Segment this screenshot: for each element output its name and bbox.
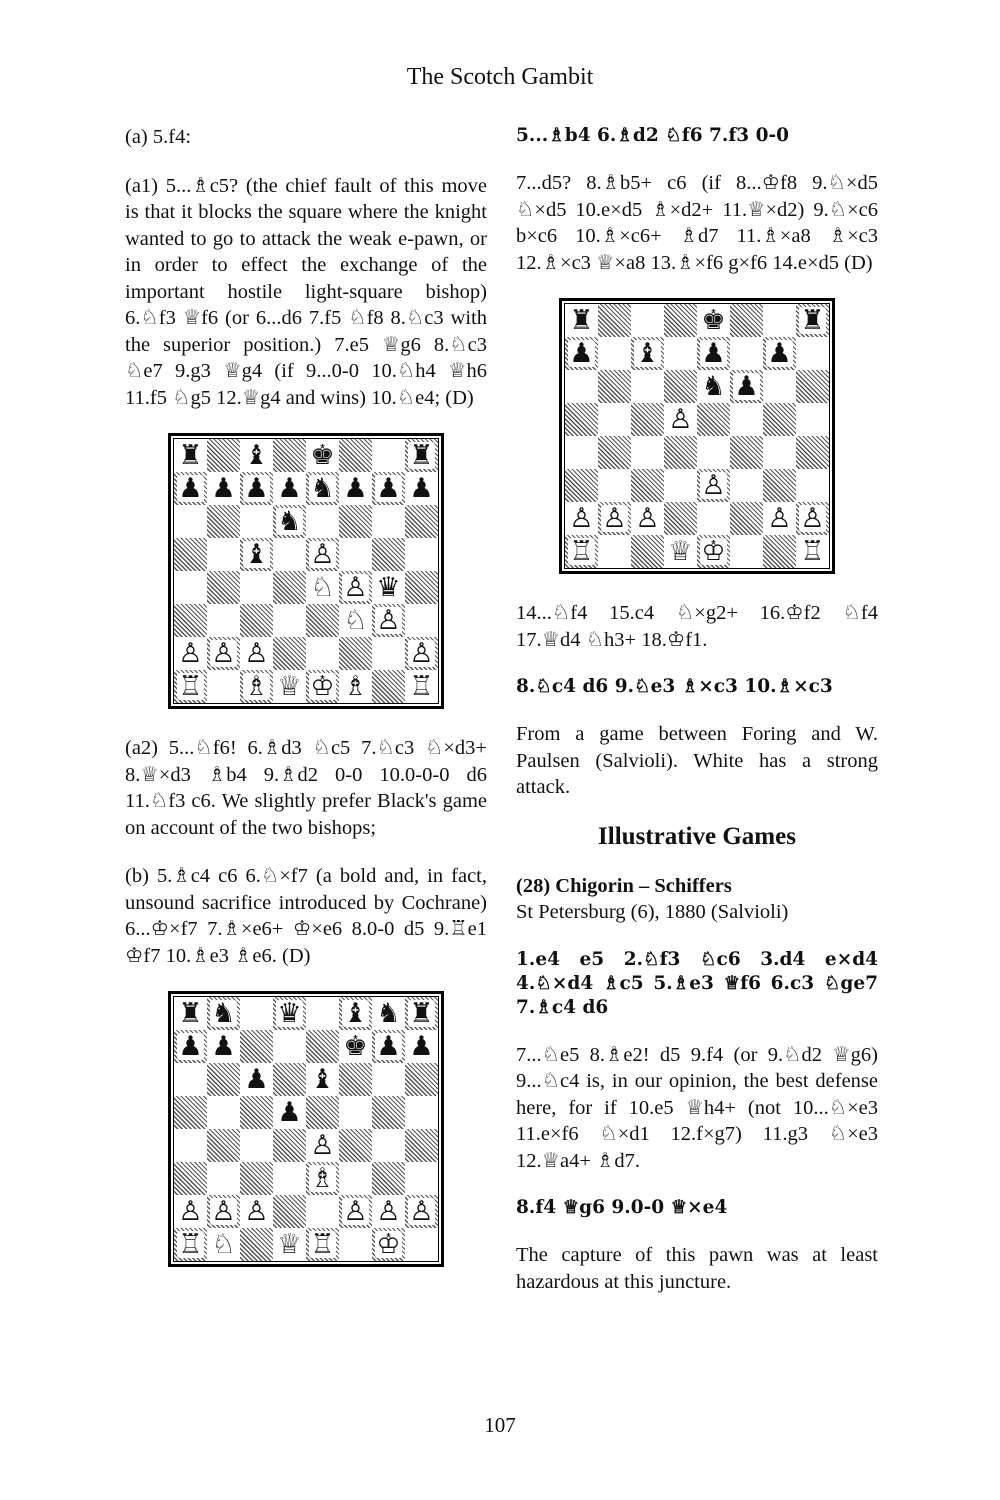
- black-pawn-icon: ♟: [211, 473, 236, 504]
- square-e6: [306, 505, 339, 538]
- square-h1: [405, 670, 438, 703]
- square-c3: [240, 604, 273, 637]
- square-e5: [306, 538, 339, 571]
- square-b5: [598, 403, 631, 436]
- square-h2: [405, 1195, 438, 1228]
- right-column: [516, 124, 878, 1317]
- square-h5: [796, 403, 829, 436]
- square-h6: [405, 505, 438, 538]
- black-bishop-icon: ♝: [244, 539, 269, 570]
- black-pawn-icon: ♟: [277, 1097, 302, 1128]
- square-a6: [174, 505, 207, 538]
- square-b1: [207, 1228, 240, 1261]
- square-c7: [631, 337, 664, 370]
- square-a2: [565, 502, 598, 535]
- square-a8: [174, 439, 207, 472]
- section-heading: Illustrative Games: [598, 822, 796, 850]
- square-c3: [240, 1162, 273, 1195]
- square-g1: [763, 535, 796, 568]
- white-pawn-icon: ♙: [569, 503, 594, 534]
- square-g5: [763, 403, 796, 436]
- square-c6: [631, 370, 664, 403]
- square-e3: [697, 469, 730, 502]
- square-a1: [174, 1228, 207, 1261]
- square-d8: [273, 997, 306, 1030]
- square-b8: [207, 997, 240, 1030]
- square-f8: [730, 304, 763, 337]
- black-rook-icon: ♜: [409, 440, 434, 471]
- square-h4: [405, 571, 438, 604]
- square-g2: [763, 502, 796, 535]
- black-pawn-icon: ♟: [569, 338, 594, 369]
- square-f7: [730, 337, 763, 370]
- paragraph-comment: The capture of this pawn was at least hazardous at this juncture.: [516, 1244, 878, 1293]
- square-b2: [207, 1195, 240, 1228]
- square-a4: [174, 571, 207, 604]
- game-event: St Petersburg (6), 1880 (Salvioli): [516, 901, 789, 923]
- square-a3: [174, 1162, 207, 1195]
- white-queen-icon: ♕: [668, 536, 693, 567]
- square-e1: [697, 535, 730, 568]
- square-g4: [372, 571, 405, 604]
- running-head: The Scotch Gambit: [406, 64, 594, 90]
- square-c8: [631, 304, 664, 337]
- square-e2: [306, 637, 339, 670]
- square-a5: [565, 403, 598, 436]
- square-h3: [405, 1162, 438, 1195]
- square-c4: [240, 571, 273, 604]
- white-pawn-icon: ♙: [376, 605, 401, 636]
- square-g3: [372, 1162, 405, 1195]
- square-g7: [763, 337, 796, 370]
- square-c6: [240, 505, 273, 538]
- square-g8: [372, 997, 405, 1030]
- square-c2: [240, 637, 273, 670]
- white-rook-icon: ♖: [569, 536, 594, 567]
- square-f7: [339, 1030, 372, 1063]
- square-g5: [372, 1096, 405, 1129]
- square-d6: [273, 505, 306, 538]
- square-c2: [631, 502, 664, 535]
- black-pawn-icon: ♟: [701, 338, 726, 369]
- square-h8: [405, 439, 438, 472]
- main-line-moves-1: 5...♗b4 6.♗d2 ♘f6 7.f3 0-0: [516, 125, 790, 146]
- black-rook-icon: ♜: [409, 998, 434, 1029]
- square-a3: [565, 469, 598, 502]
- white-pawn-icon: ♙: [800, 503, 825, 534]
- square-a3: [174, 604, 207, 637]
- page-number: 107: [484, 1413, 516, 1437]
- square-a6: [565, 370, 598, 403]
- black-pawn-icon: ♟: [767, 338, 792, 369]
- square-d4: [664, 436, 697, 469]
- square-e4: [697, 436, 730, 469]
- white-pawn-icon: ♙: [310, 1130, 335, 1161]
- square-c7: [240, 1030, 273, 1063]
- black-pawn-icon: ♟: [178, 1031, 203, 1062]
- square-f3: [339, 604, 372, 637]
- square-h6: [405, 1063, 438, 1096]
- square-h2: [796, 502, 829, 535]
- paragraph-a2: (a2) 5...♘f6! 6.♗d3 ♘c5 7.♘c3 ♘×d3+ 8.♕×d3 ♗b4 9.♗d2 0-0 10.0-0-0 d6 11.♘f3 c6. We slightly prefer Black's game on account of the two bishops;: [125, 737, 487, 839]
- black-king-icon: ♚: [343, 1031, 368, 1062]
- paragraph-analysis: 7...♘e5 8.♗e2! d5 9.f4 (or 9.♘d2 ♕g6) 9...♘c4 is, in our opinion, the best defense here, for if 10.e5 ♕h4+ (not 10...♘×e3 11.e×f6 ♘×d1 12.f×g7) 11.g3 ♘×e3 12.♕a4+ ♗d7.: [516, 1043, 878, 1172]
- square-d7: [273, 1030, 306, 1063]
- square-e2: [306, 1195, 339, 1228]
- white-pawn-icon: ♙: [602, 503, 627, 534]
- square-c4: [240, 1129, 273, 1162]
- square-a2: [174, 1195, 207, 1228]
- square-f5: [339, 1096, 372, 1129]
- square-g4: [763, 436, 796, 469]
- square-b7: [207, 1030, 240, 1063]
- square-e4: [306, 1129, 339, 1162]
- square-e3: [306, 1162, 339, 1195]
- white-queen-icon: ♕: [277, 671, 302, 702]
- square-d3: [664, 469, 697, 502]
- black-rook-icon: ♜: [569, 305, 594, 336]
- square-c6: [240, 1063, 273, 1096]
- square-g5: [372, 538, 405, 571]
- square-d3: [273, 1162, 306, 1195]
- square-f6: [730, 370, 763, 403]
- white-rook-icon: ♖: [178, 1229, 203, 1260]
- square-e4: [306, 571, 339, 604]
- square-f6: [339, 505, 372, 538]
- square-b5: [207, 1096, 240, 1129]
- square-f8: [339, 439, 372, 472]
- white-rook-icon: ♖: [409, 671, 434, 702]
- square-a1: [174, 670, 207, 703]
- white-knight-icon: ♘: [343, 605, 368, 636]
- square-f1: [339, 1228, 372, 1261]
- square-b2: [207, 637, 240, 670]
- black-knight-icon: ♞: [211, 998, 236, 1029]
- line-a: (a) 5.f4:: [125, 126, 192, 148]
- paragraph-a1: (a1) 5...♗c5? (the chief fault of this move is that it blocks the square where the knight wanted to go to attack the weak e-pawn, or in order to effect the exchange of the important hostile light-square bishop) 6.♘f3 ♕f6 (or 6...d6 7.f5 ♘f8 8.♘c3 with the superior position.) 7.e5 ♕g6 8.♘c3 ♘e7 9.g3 ♕g4 (if 9...0-0 10.♘h4 ♕h6 11.f5 ♘g5 12.♕g4 and wins) 10.♘e4; (D): [125, 174, 487, 409]
- square-c5: [240, 1096, 273, 1129]
- square-e1: [306, 1228, 339, 1261]
- square-e5: [306, 1096, 339, 1129]
- diagram-2: [516, 298, 878, 574]
- square-g2: [372, 637, 405, 670]
- square-c1: [240, 1228, 273, 1261]
- main-line-moves-2: 8.♘c4 d6 9.♘e3 ♗×c3 10.♗×c3: [516, 676, 833, 697]
- square-h4: [796, 436, 829, 469]
- game-moves-1: 1.e4 e5 2.♘f3 ♘c6 3.d4 e×d4 4.♘×d4 ♗c5 5.♗e3 ♕f6 6.c3 ♘ge7 7.♗c4 d6: [516, 948, 878, 1018]
- square-h1: [405, 1228, 438, 1261]
- square-b4: [207, 1129, 240, 1162]
- square-g8: [763, 304, 796, 337]
- square-d8: [664, 304, 697, 337]
- square-h3: [405, 604, 438, 637]
- white-bishop-icon: ♗: [244, 671, 269, 702]
- square-e7: [306, 472, 339, 505]
- square-a5: [174, 538, 207, 571]
- square-a6: [174, 1063, 207, 1096]
- square-g6: [372, 1063, 405, 1096]
- black-pawn-icon: ♟: [244, 473, 269, 504]
- square-d2: [273, 1195, 306, 1228]
- square-d6: [273, 1063, 306, 1096]
- square-h5: [405, 538, 438, 571]
- white-pawn-icon: ♙: [409, 638, 434, 669]
- square-f6: [339, 1063, 372, 1096]
- black-king-icon: ♚: [701, 305, 726, 336]
- square-d5: [273, 1096, 306, 1129]
- square-b6: [207, 1063, 240, 1096]
- black-pawn-icon: ♟: [409, 1031, 434, 1062]
- square-d5: [664, 403, 697, 436]
- square-b4: [207, 571, 240, 604]
- square-a1: [565, 535, 598, 568]
- square-d2: [273, 637, 306, 670]
- square-d1: [664, 535, 697, 568]
- black-pawn-icon: ♟: [244, 1064, 269, 1095]
- square-g8: [372, 439, 405, 472]
- square-b5: [207, 538, 240, 571]
- black-pawn-icon: ♟: [343, 473, 368, 504]
- square-h8: [405, 997, 438, 1030]
- square-c8: [240, 439, 273, 472]
- square-f4: [730, 436, 763, 469]
- square-d2: [664, 502, 697, 535]
- square-h7: [405, 472, 438, 505]
- square-e8: [306, 439, 339, 472]
- white-rook-icon: ♖: [800, 536, 825, 567]
- white-pawn-icon: ♙: [178, 1196, 203, 1227]
- black-pawn-icon: ♟: [376, 1031, 401, 1062]
- square-c7: [240, 472, 273, 505]
- square-g4: [372, 1129, 405, 1162]
- square-h3: [796, 469, 829, 502]
- black-knight-icon: ♞: [376, 998, 401, 1029]
- square-f5: [730, 403, 763, 436]
- white-pawn-icon: ♙: [211, 638, 236, 669]
- black-king-icon: ♚: [310, 440, 335, 471]
- game-header: [516, 873, 878, 926]
- square-b8: [598, 304, 631, 337]
- square-h5: [405, 1096, 438, 1129]
- white-king-icon: ♔: [310, 671, 335, 702]
- square-g7: [372, 472, 405, 505]
- square-e1: [306, 670, 339, 703]
- square-a4: [174, 1129, 207, 1162]
- black-pawn-icon: ♟: [178, 473, 203, 504]
- square-g3: [372, 604, 405, 637]
- black-pawn-icon: ♟: [409, 473, 434, 504]
- white-knight-icon: ♘: [211, 1229, 236, 1260]
- square-c3: [631, 469, 664, 502]
- black-pawn-icon: ♟: [376, 473, 401, 504]
- diagram-3: [125, 991, 487, 1267]
- black-rook-icon: ♜: [178, 440, 203, 471]
- square-d7: [664, 337, 697, 370]
- white-pawn-icon: ♙: [635, 503, 660, 534]
- white-pawn-icon: ♙: [343, 1196, 368, 1227]
- black-queen-icon: ♛: [277, 998, 302, 1029]
- paragraph-source: From a game between Foring and W. Paulsen (Salvioli). White has a strong attack.: [516, 723, 878, 798]
- white-pawn-icon: ♙: [409, 1196, 434, 1227]
- square-a7: [565, 337, 598, 370]
- left-column: [125, 124, 487, 1293]
- square-c4: [631, 436, 664, 469]
- square-b7: [598, 337, 631, 370]
- square-h2: [405, 637, 438, 670]
- white-pawn-icon: ♙: [701, 470, 726, 501]
- square-b1: [598, 535, 631, 568]
- square-a8: [174, 997, 207, 1030]
- square-d3: [273, 604, 306, 637]
- black-bishop-icon: ♝: [343, 998, 368, 1029]
- square-f4: [339, 571, 372, 604]
- square-g1: [372, 1228, 405, 1261]
- square-h6: [796, 370, 829, 403]
- white-pawn-icon: ♙: [211, 1196, 236, 1227]
- square-b3: [598, 469, 631, 502]
- square-d1: [273, 670, 306, 703]
- square-b1: [207, 670, 240, 703]
- white-queen-icon: ♕: [277, 1229, 302, 1260]
- square-e6: [306, 1063, 339, 1096]
- square-h7: [405, 1030, 438, 1063]
- square-e8: [697, 304, 730, 337]
- square-c2: [240, 1195, 273, 1228]
- white-pawn-icon: ♙: [244, 1196, 269, 1227]
- square-b3: [207, 1162, 240, 1195]
- black-pawn-icon: ♟: [734, 371, 759, 402]
- square-a5: [174, 1096, 207, 1129]
- square-d6: [664, 370, 697, 403]
- black-knight-icon: ♞: [701, 371, 726, 402]
- square-h7: [796, 337, 829, 370]
- square-g6: [763, 370, 796, 403]
- black-queen-icon: ♛: [376, 572, 401, 603]
- square-b6: [598, 370, 631, 403]
- white-bishop-icon: ♗: [310, 1163, 335, 1194]
- white-king-icon: ♔: [701, 536, 726, 567]
- diagram-1: [125, 433, 487, 709]
- square-f1: [730, 535, 763, 568]
- white-king-icon: ♔: [376, 1229, 401, 1260]
- square-d8: [273, 439, 306, 472]
- square-f2: [339, 637, 372, 670]
- square-f5: [339, 538, 372, 571]
- square-b8: [207, 439, 240, 472]
- square-h8: [796, 304, 829, 337]
- square-f8: [339, 997, 372, 1030]
- square-d4: [273, 1129, 306, 1162]
- square-f1: [339, 670, 372, 703]
- black-knight-icon: ♞: [310, 473, 335, 504]
- square-b6: [207, 505, 240, 538]
- paragraph-continuation: 14...♘f4 15.c4 ♘×g2+ 16.♔f2 ♘f4 17.♕d4 ♘h3+ 18.♔f1.: [516, 602, 878, 651]
- square-g1: [372, 670, 405, 703]
- white-pawn-icon: ♙: [343, 572, 368, 603]
- black-pawn-icon: ♟: [277, 473, 302, 504]
- square-c1: [240, 670, 273, 703]
- black-bishop-icon: ♝: [635, 338, 660, 369]
- square-e7: [697, 337, 730, 370]
- white-pawn-icon: ♙: [668, 404, 693, 435]
- square-b7: [207, 472, 240, 505]
- square-f2: [339, 1195, 372, 1228]
- square-e2: [697, 502, 730, 535]
- black-bishop-icon: ♝: [244, 440, 269, 471]
- square-g6: [372, 505, 405, 538]
- square-a4: [565, 436, 598, 469]
- square-e7: [306, 1030, 339, 1063]
- white-pawn-icon: ♙: [376, 1196, 401, 1227]
- square-d7: [273, 472, 306, 505]
- square-d5: [273, 538, 306, 571]
- white-pawn-icon: ♙: [310, 539, 335, 570]
- square-f3: [339, 1162, 372, 1195]
- white-pawn-icon: ♙: [178, 638, 203, 669]
- game-players: (28) Chigorin – Schiffers: [516, 874, 732, 897]
- white-pawn-icon: ♙: [244, 638, 269, 669]
- paragraph-variation-d5: 7...d5? 8.♗b5+ c6 (if 8...♔f8 9.♘×d5 ♘×d5 10.e×d5 ♗×d2+ 11.♕×d2) 9.♘×c6 b×c6 10.♗×c6+ ♗d7 11.♗×a8 ♗×c3 12.♗×c3 ♕×a8 13.♗×f6 g×f6 14.e×d5 (D): [516, 172, 878, 274]
- square-e3: [306, 604, 339, 637]
- square-g2: [372, 1195, 405, 1228]
- square-h1: [796, 535, 829, 568]
- square-f2: [730, 502, 763, 535]
- white-rook-icon: ♖: [178, 671, 203, 702]
- square-e5: [697, 403, 730, 436]
- square-b3: [207, 604, 240, 637]
- white-rook-icon: ♖: [310, 1229, 335, 1260]
- square-e8: [306, 997, 339, 1030]
- square-b4: [598, 436, 631, 469]
- square-h4: [405, 1129, 438, 1162]
- game-moves-2: 8.f4 ♕g6 9.0-0 ♕×e4: [516, 1197, 728, 1218]
- square-c5: [240, 538, 273, 571]
- paragraph-b: (b) 5.♗c4 c6 6.♘×f7 (a bold and, in fact, unsound sacrifice introduced by Cochrane) 6...♔×f7 7.♗×e6+ ♔×e6 8.0-0 d5 9.♖e1 ♔f7 10.♗e3 ♗e6. (D): [125, 865, 487, 967]
- square-a7: [174, 472, 207, 505]
- square-c1: [631, 535, 664, 568]
- square-c8: [240, 997, 273, 1030]
- black-knight-icon: ♞: [277, 506, 302, 537]
- square-g3: [763, 469, 796, 502]
- black-bishop-icon: ♝: [310, 1064, 335, 1095]
- square-a8: [565, 304, 598, 337]
- square-a7: [174, 1030, 207, 1063]
- square-g7: [372, 1030, 405, 1063]
- white-bishop-icon: ♗: [343, 671, 368, 702]
- square-f7: [339, 472, 372, 505]
- square-a2: [174, 637, 207, 670]
- square-f3: [730, 469, 763, 502]
- white-pawn-icon: ♙: [767, 503, 792, 534]
- square-b2: [598, 502, 631, 535]
- black-rook-icon: ♜: [178, 998, 203, 1029]
- square-c5: [631, 403, 664, 436]
- square-f4: [339, 1129, 372, 1162]
- square-d4: [273, 571, 306, 604]
- square-e6: [697, 370, 730, 403]
- black-pawn-icon: ♟: [211, 1031, 236, 1062]
- square-d1: [273, 1228, 306, 1261]
- black-rook-icon: ♜: [800, 305, 825, 336]
- white-knight-icon: ♘: [310, 572, 335, 603]
